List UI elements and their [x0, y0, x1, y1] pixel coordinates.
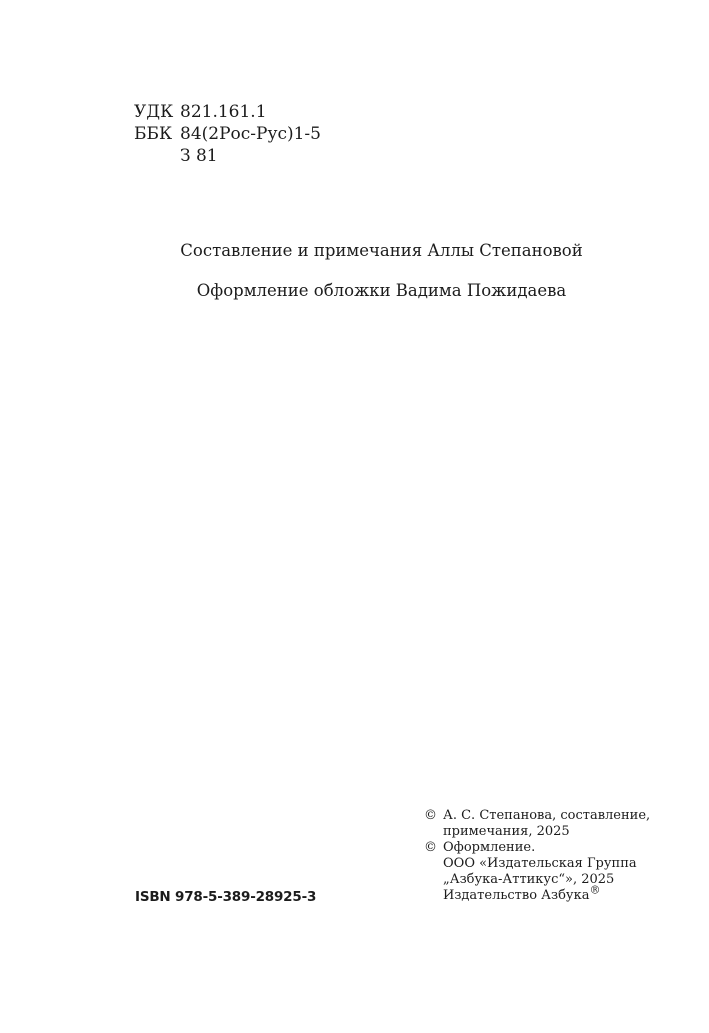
author-mark-row — [134, 145, 321, 167]
udk-label: УДК — [134, 102, 174, 122]
publisher-name: Издательство Азбука — [443, 888, 590, 903]
cover-design-credit: Оформление обложки Вадима Пожидаева — [196, 281, 567, 300]
bbk-row — [134, 123, 321, 145]
copyright-line: А. С. Степанова, составление, — [443, 808, 651, 823]
copyright-line: примечания, 2025 — [443, 824, 570, 839]
registered-mark: ® — [589, 883, 601, 897]
isbn: ISBN 978-5-389-28925-3 — [135, 889, 317, 905]
copyright-line: ООО «Издательская Группа — [443, 856, 637, 871]
copyright-notice-compiler — [424, 808, 704, 840]
author-mark: З 81 — [180, 146, 218, 166]
bbk-label: ББК — [134, 124, 173, 144]
copyright-notices — [424, 808, 704, 904]
copyright-line-publisher — [443, 883, 637, 904]
udk-value: 821.161.1 — [180, 102, 267, 122]
copyright-line: Оформление. — [443, 840, 536, 855]
bbk-value: 84(2Рос-Рус)1-5 — [180, 124, 321, 144]
copyright-line: „Азбука-Аттикус“», 2025 — [443, 872, 615, 887]
copyright-sign: © — [424, 808, 437, 823]
udk-row — [134, 101, 321, 123]
compilation-credit: Составление и примечания Аллы Степановой — [180, 241, 583, 260]
copyright-sign: © — [424, 840, 437, 855]
classification-block — [134, 101, 321, 167]
copyright-notice-publisher — [424, 840, 704, 904]
